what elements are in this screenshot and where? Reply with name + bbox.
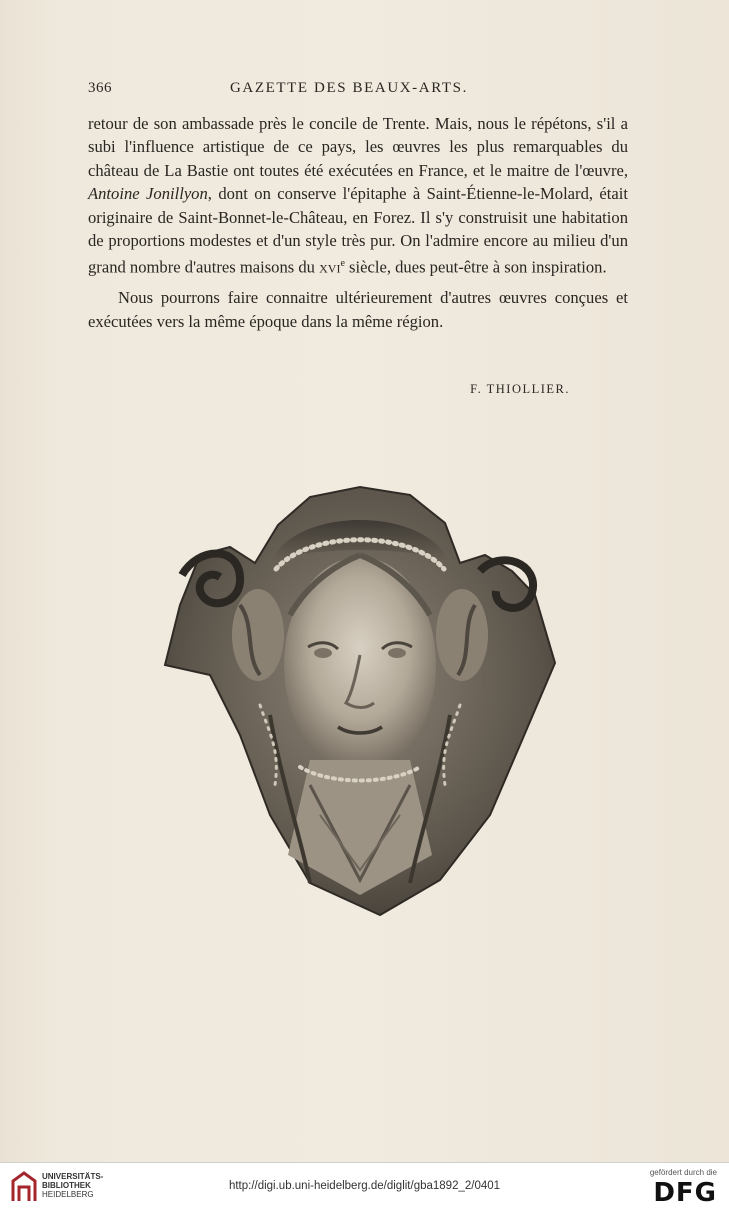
paragraph-1-text-a: retour de son ambassade près le concile de Trente. Mais, nous le répétons, s'il a subi l'influence artistique de ce pays, les œuvres les plus remarquables du château de La Bastie ont toutes été exécutées en France, et le maitre de l'œuvre, bbox=[88, 114, 628, 180]
page-number: 366 bbox=[88, 80, 112, 96]
digitization-footer bbox=[0, 1162, 729, 1212]
century-superscript: e bbox=[340, 258, 345, 270]
paragraph-1 bbox=[88, 112, 628, 279]
funding-caption: gefördert durch die bbox=[649, 1168, 717, 1177]
journal-title: GAZETTE DES BEAUX-ARTS. bbox=[230, 80, 468, 96]
paragraph-1-text-c: siècle, dues peut-être à son inspiration. bbox=[344, 257, 607, 277]
century-numeral: xvi bbox=[319, 257, 341, 277]
paragraph-1-text-b: , dont on conserve l'épitaphe à Saint-Étienne-le-Molard, était originaire de Saint-Bonnet-le-Château, en Forez. Il s'y construisit une habitation de proportions modestes et d'un style très pur. On l'admire encore au milieu d'un grand nombre d'autres maisons du bbox=[88, 184, 628, 277]
permalink-url[interactable]: http://digi.ub.uni-heidelberg.de/diglit/gba1892_2/0401 bbox=[228, 1180, 501, 1192]
dfg-logo: DFG bbox=[653, 1178, 717, 1208]
paragraph-2: Nous pourrons faire connaitre ultérieurement d'autres œuvres conçues et exécutées vers la même époque dans la même région. bbox=[88, 288, 628, 331]
library-name-line-2: BIBLIOTHEK bbox=[42, 1181, 91, 1190]
library-name-line-1: UNIVERSITÄTS- bbox=[42, 1172, 104, 1181]
architect-name: Antoine Jonillyon bbox=[88, 184, 208, 204]
sculpture-image bbox=[160, 485, 560, 920]
article-text bbox=[88, 112, 628, 333]
running-head bbox=[88, 80, 628, 102]
library-name-line-3: HEIDELBERG bbox=[42, 1190, 94, 1199]
author-signature: F. THIOLLIER. bbox=[470, 382, 570, 396]
sculpted-head-illustration bbox=[160, 485, 560, 920]
